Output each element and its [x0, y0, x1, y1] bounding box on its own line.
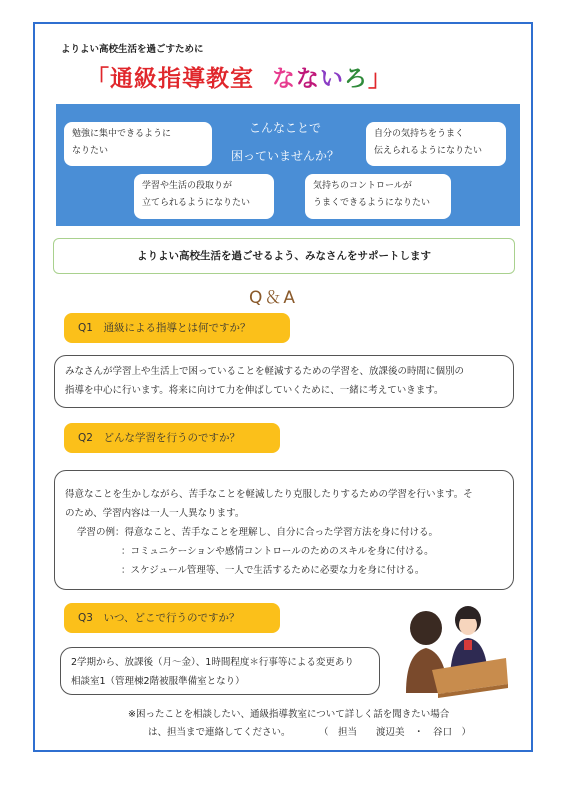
title-main: 通級指導教室	[110, 66, 254, 92]
answer-line: のため、学習内容は一人一人異なります。	[65, 508, 245, 519]
concerns-question-line1: こんなことで	[248, 121, 321, 135]
header-subtitle: よりよい高校生活を過ごすために	[61, 44, 204, 55]
answer-line: 2学期から、放課後（月～金）、1時間程度＊行事等による変更あり	[71, 657, 354, 668]
title-name-char: な	[296, 66, 321, 92]
title-name-char: い	[320, 66, 345, 92]
answer-line: ：コミュニケーションや感情コントロールのためのスキルを身に付ける。	[121, 546, 434, 557]
concerns-question	[220, 114, 350, 170]
support-banner: よりよい高校生活を過ごせるよう、みなさんをサポートします	[53, 238, 515, 274]
question-bar-3: Q3 いつ、どこで行うのですか？	[64, 603, 280, 633]
answer-line: 指導を中心に行います。将来に向けて力を伸ばしていくために、一緒に考えていきます。	[65, 385, 444, 396]
consultation-illustration	[398, 598, 510, 698]
concern-bubble	[134, 174, 274, 219]
answer-box-1	[54, 355, 514, 408]
answer-line: 得意なことを生かしながら、苦手なことを軽減したり克服したりするための学習を行います。そ	[65, 489, 473, 500]
concern-bubble	[366, 122, 506, 166]
question-bar-1: Q1 通級による指導とは何ですか？	[64, 313, 290, 343]
concern-text: 学習や生活の段取りが	[142, 181, 233, 191]
concern-text: 勉強に集中できるように	[72, 129, 172, 139]
title-name	[272, 66, 368, 92]
title-name-char: な	[272, 66, 297, 92]
title-name-char: ろ	[344, 66, 369, 92]
concerns-question-line2: 困っていませんか？	[230, 149, 339, 163]
qa-heading: Q＆A	[249, 288, 298, 308]
footer-note-line1: ※困ったことを相談したい、通級指導教室について詳しく話を聞きたい場合	[128, 709, 450, 720]
concern-text: なりたい	[72, 146, 109, 156]
answer-line: 相談室1（管理棟2階被服準備室となり）	[71, 676, 245, 687]
concern-text: 気持ちのコントロールが	[313, 181, 412, 191]
answer-line: みなさんが学習上や生活上で困っていることを軽減するための学習を、放課後の時間に個別の	[65, 366, 465, 377]
concern-text: うまくできるようになりたい	[313, 198, 431, 208]
concern-text: 立てられるようになりたい	[142, 198, 251, 208]
answer-line: 学習の例：得意なこと、苦手なことを理解し、自分に合った学習方法を身に付ける。	[77, 527, 439, 538]
answer-line: ：スケジュール管理等、一人で生活するために必要な力を身に付ける。	[121, 565, 425, 576]
page-title	[86, 60, 392, 93]
footer-note-line2: は、担当まで連絡してください。 （ 担当 渡辺美 ・ 谷口 ）	[148, 727, 472, 738]
title-bracket-open: 「	[86, 66, 110, 92]
answer-box-3	[60, 647, 380, 695]
answer-box-2	[54, 470, 514, 590]
concern-text: 自分の気持ちをうまく	[374, 129, 465, 139]
concern-bubble	[305, 174, 451, 219]
concern-text: 伝えられるようになりたい	[374, 146, 483, 156]
concern-bubble	[64, 122, 212, 166]
question-bar-2: Q2 どんな学習を行うのですか？	[64, 423, 280, 453]
title-bracket-close: 」	[368, 66, 393, 92]
